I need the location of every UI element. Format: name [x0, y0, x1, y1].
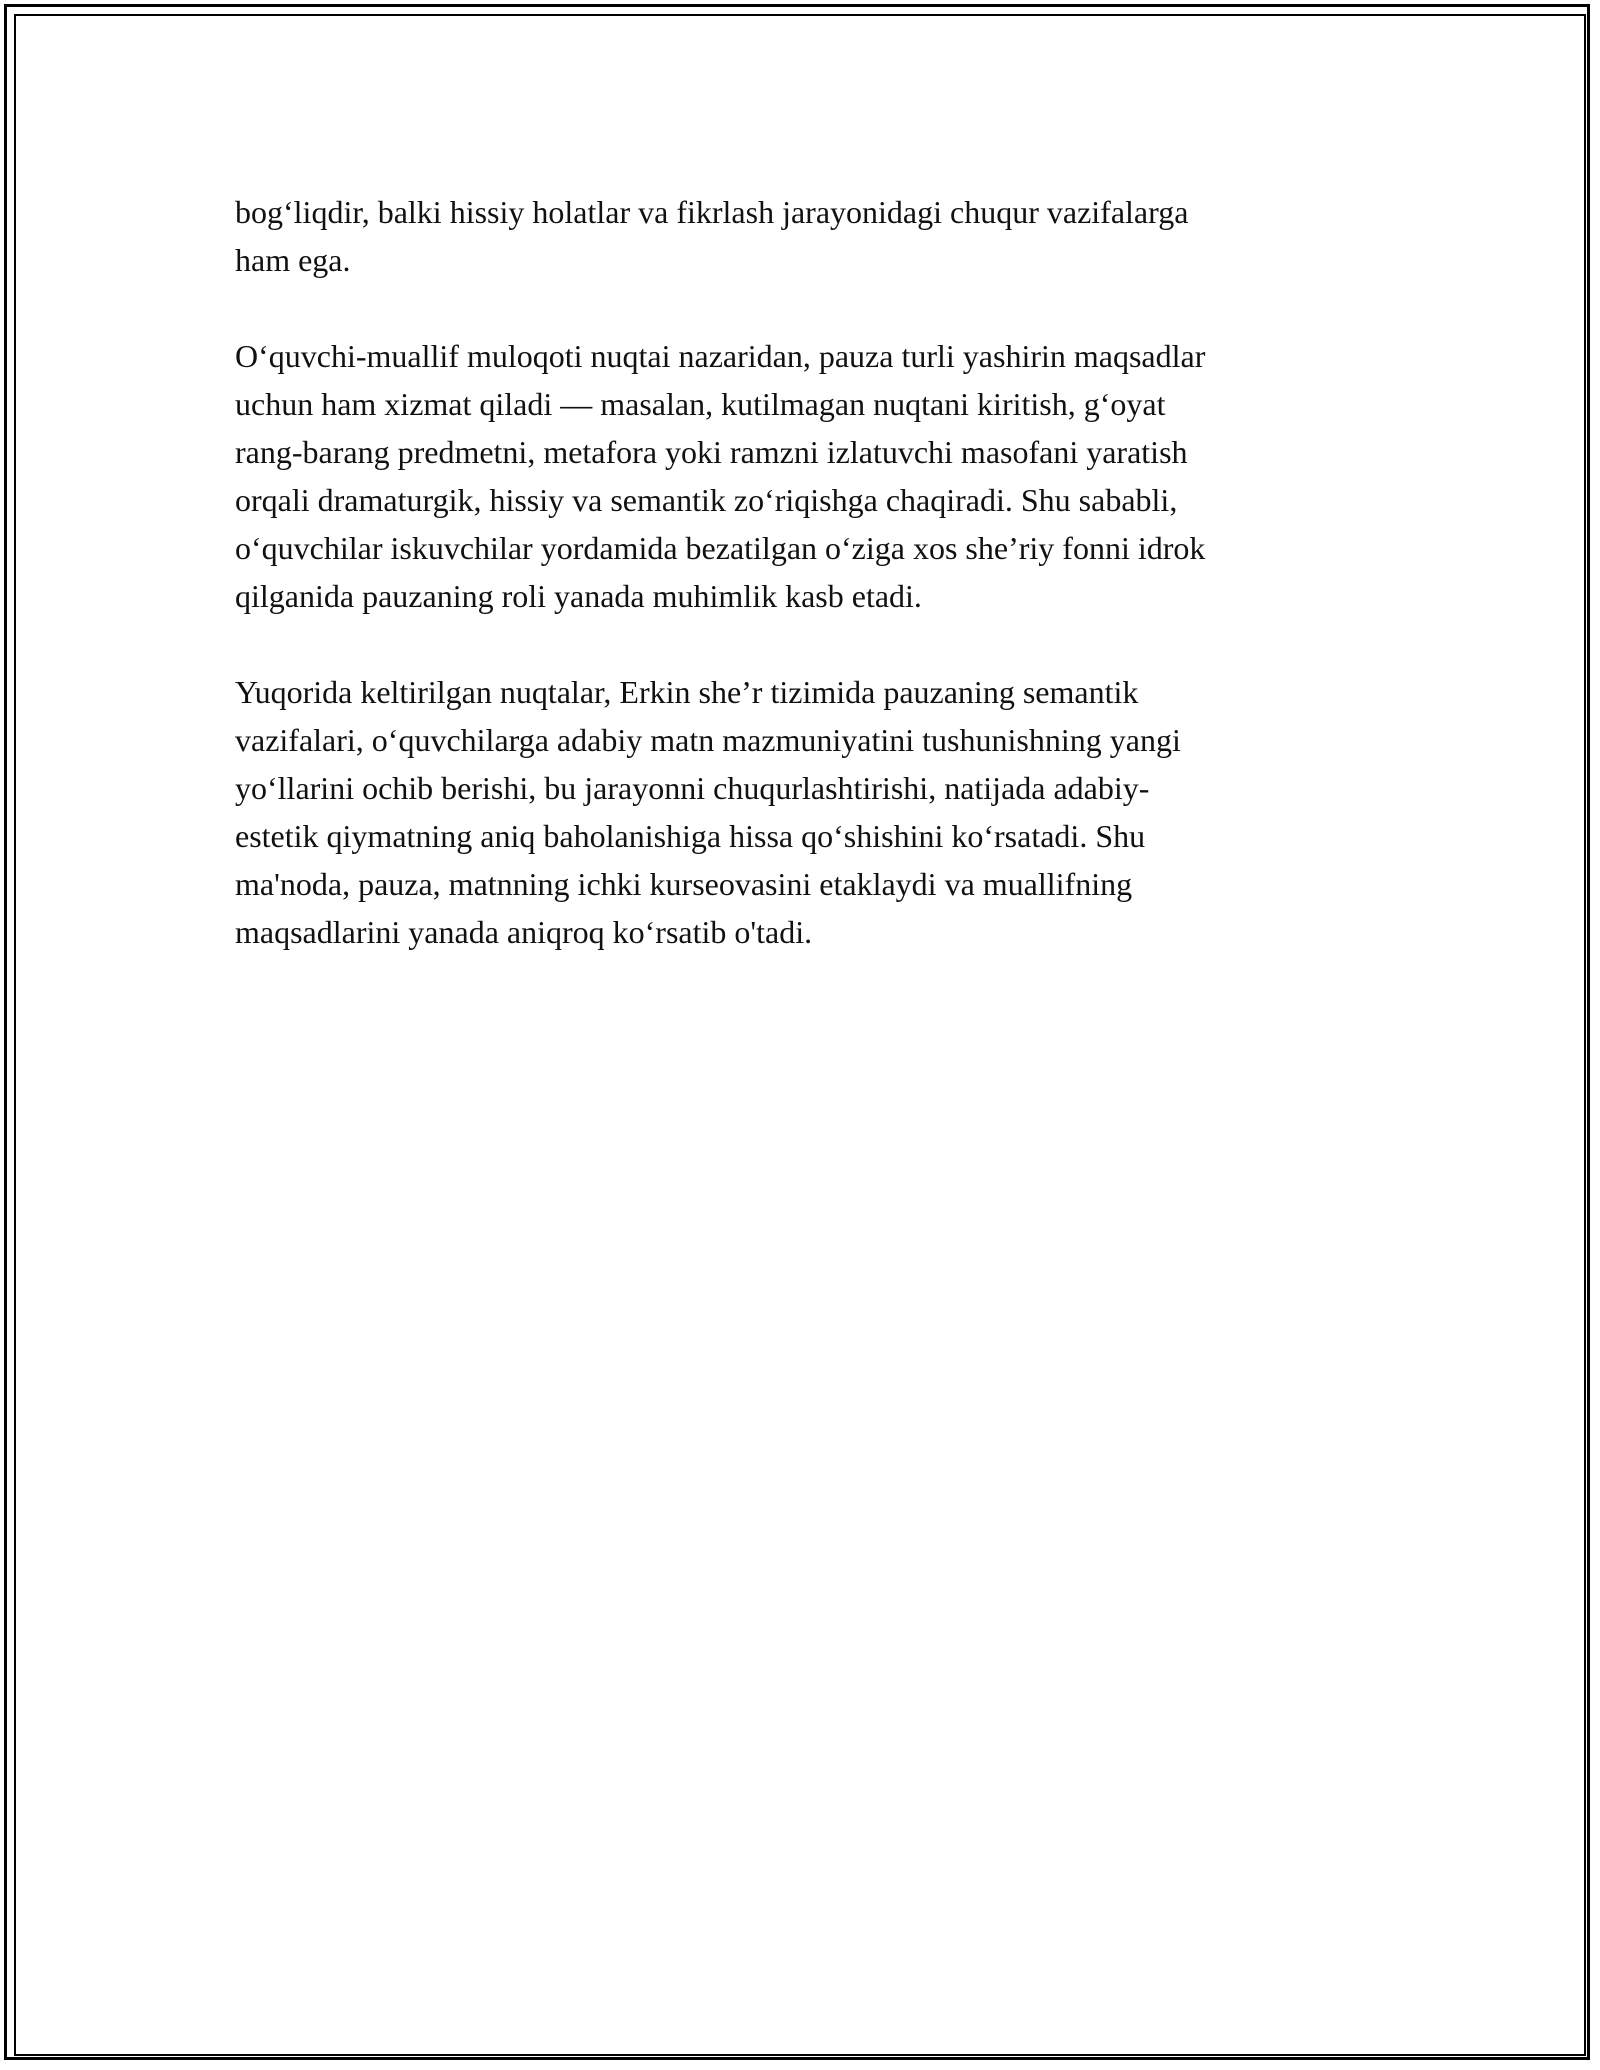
paragraph-line: qilganida pauzaning roli yanada muhimlik kasb etadi.	[235, 578, 922, 614]
paragraph-line: Yuqorida keltirilgan nuqtalar, Erkin she’r tizimida pauzaning semantik	[235, 674, 1139, 710]
paragraph-line: uchun ham xizmat qiladi — masalan, kutilmagan nuqtani kiritish, g‘oyat	[235, 386, 1166, 422]
paragraph-2	[235, 332, 1375, 620]
paragraph-3	[235, 668, 1375, 956]
paragraph-line: O‘quvchi-muallif muloqoti nuqtai nazaridan, pauza turli yashirin maqsadlar	[235, 338, 1206, 374]
paragraph-line: vazifalari, o‘quvchilarga adabiy matn mazmuniyatini tushunishning yangi	[235, 722, 1181, 758]
paragraph-line: yo‘llarini ochib berishi, bu jarayonni chuqurlashtirishi, natijada adabiy-	[235, 770, 1150, 806]
paragraph-line: bog‘liqdir, balki hissiy holatlar va fikrlash jarayonidagi chuqur vazifalarga	[235, 194, 1189, 230]
paragraph-line: o‘quvchilar iskuvchilar yordamida bezatilgan o‘ziga xos she’riy fonni idrok	[235, 530, 1206, 566]
paragraph-line: maqsadlarini yanada aniqroq ko‘rsatib o'tadi.	[235, 914, 813, 950]
paragraph-line: ma'noda, pauza, matnning ichki kurseovasini etaklaydi va muallifning	[235, 866, 1133, 902]
document-body	[235, 188, 1375, 1004]
paragraph-line: estetik qiymatning aniq baholanishiga hissa qo‘shishini ko‘rsatadi. Shu	[235, 818, 1146, 854]
paragraph-line: orqali dramaturgik, hissiy va semantik zo‘riqishga chaqiradi. Shu sababli,	[235, 482, 1178, 518]
paragraph-line: ham ega.	[235, 242, 351, 278]
paragraph-1	[235, 188, 1375, 284]
paragraph-line: rang-barang predmetni, metafora yoki ramzni izlatuvchi masofani yaratish	[235, 434, 1188, 470]
